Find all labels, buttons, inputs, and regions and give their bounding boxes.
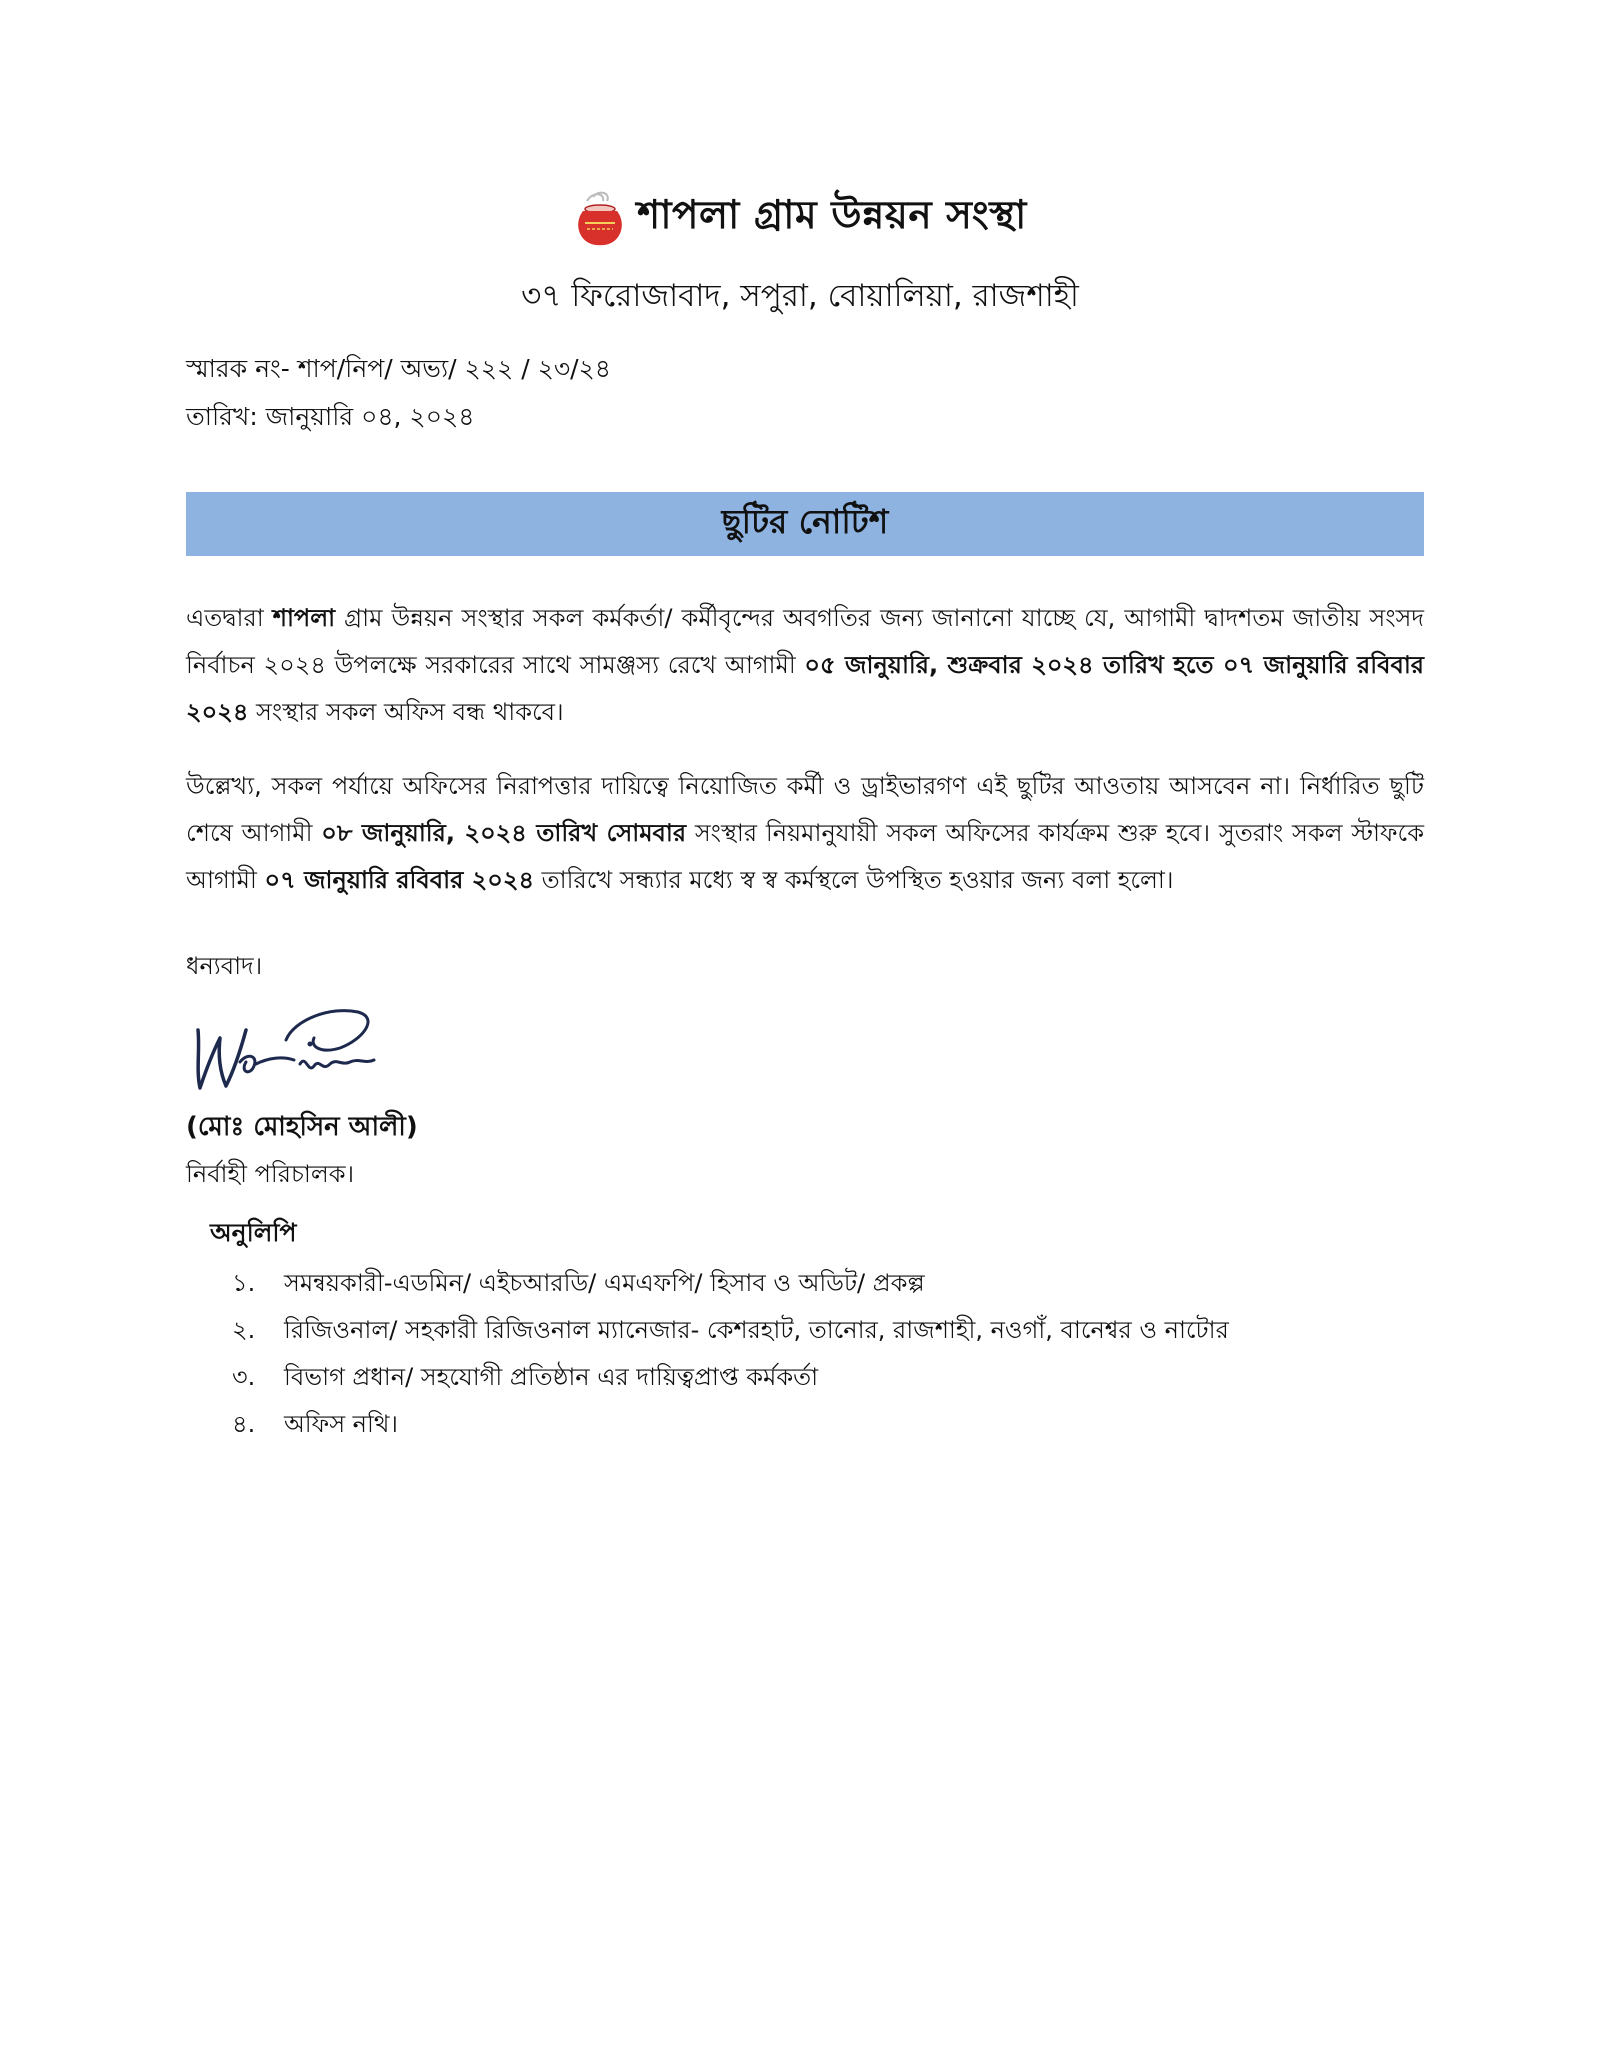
copy-item-text: রিজিওনাল/ সহকারী রিজিওনাল ম্যানেজার- কেশরহাট, তানোর, রাজশাহী, নওগাঁ, বানেশ্বর ও নাটোর <box>284 1316 1229 1344</box>
p1-segment: এতদ্বারা <box>186 604 273 632</box>
signer-title: নির্বাহী পরিচালক। <box>186 1160 355 1188</box>
handwritten-signature <box>190 1000 390 1095</box>
p1-segment-bold: ০৫ জানুয়ারি, শুক্রবার ২০২৪ তারিখ হতে ০৭ জানুয়ারি রবিবার ২০২৪ <box>186 651 1424 726</box>
p2-segment: তারিখে সন্ধ্যার মধ্যে স্ব স্ব কর্মস্থলে উপস্থিত হওয়ার জন্য বলা হলো। <box>534 866 1174 894</box>
p2-segment: সংস্থার নিয়মানুযায়ী সকল অফিসের কার্যক্রম শুরু হবে। সুতরাং সকল স্টাফকে আগামী <box>186 819 1424 894</box>
copy-item-number: ১. <box>232 1269 256 1297</box>
copy-list <box>232 1260 1229 1448</box>
copy-heading: অনুলিপি <box>210 1218 297 1247</box>
copy-item-text: বিভাগ প্রধান/ সহযোগী প্রতিষ্ঠান এর দায়িত্বপ্রাপ্ত কর্মকর্তা <box>284 1363 819 1391</box>
copy-item-number: ৪. <box>232 1410 256 1438</box>
p2-segment: উল্লেখ্য, সকল পর্যায়ে অফিসের নিরাপত্তার দায়িত্বে নিয়োজিত কর্মী ও ড্রাইভারগণ এই ছুটির আওতায় আসবেন না। নির্ধারিত ছুটি শেষে আগামী <box>186 772 1424 847</box>
copy-item-number: ৩. <box>232 1363 256 1391</box>
notice-title-bar <box>186 492 1424 556</box>
p2-segment-bold: ০৮ জানুয়ারি, ২০২৪ তারিখ সোমবার <box>321 819 687 847</box>
p1-segment: সংস্থার সকল অফিস বন্ধ থাকবে। <box>248 698 564 726</box>
letterhead <box>0 185 1600 324</box>
copy-item <box>232 1260 1229 1307</box>
memo-date: তারিখ: জানুয়ারি ০৪, ২০২৪ <box>186 402 475 431</box>
copy-item <box>232 1354 1229 1401</box>
body-paragraph-2 <box>186 763 1424 904</box>
memo-number: স্মারক নং- শাপ/নিপ/ অভ্য/ ২২২ / ২৩/২৪ <box>186 354 611 383</box>
org-name: শাপলা গ্রাম উন্নয়ন সংস্থা <box>637 193 1027 238</box>
clay-pot-logo-icon <box>573 187 627 249</box>
notice-title: ছুটির নোটিশ <box>721 502 889 541</box>
org-address: ৩৭ ফিরোজাবাদ, সপুরা, বোয়ালিয়া, রাজশাহী <box>521 278 1079 314</box>
body-paragraph-1 <box>186 595 1424 736</box>
copy-item-text: অফিস নথি। <box>284 1410 398 1438</box>
p1-segment-bold: শাপলা <box>272 604 336 632</box>
p1-segment: গ্রাম উন্নয়ন সংস্থার সকল কর্মকর্তা/ কর্মীবৃন্দের অবগতির জন্য জানানো যাচ্ছে যে, আগামী দ্বাদশতম জাতীয় সংসদ নির্বাচন ২০২৪ উপলক্ষে সরকারের সাথে সামঞ্জস্য রেখে আগামী <box>186 604 1424 679</box>
copy-item <box>232 1307 1229 1354</box>
p2-segment-bold: ০৭ জানুয়ারি রবিবার ২০২৪ <box>264 866 535 894</box>
copy-item-number: ২. <box>232 1316 256 1344</box>
copy-item-text: সমন্বয়কারী-এডমিন/ এইচআরডি/ এমএফপি/ হিসাব ও অডিট/ প্রকল্প <box>284 1269 925 1297</box>
copy-item <box>232 1401 1229 1448</box>
org-title-row <box>0 185 1600 250</box>
memo-block <box>186 345 611 441</box>
thanks-text: ধন্যবাদ। <box>186 952 263 980</box>
signer-name: (মোঃ মোহসিন আলী) <box>186 1112 418 1142</box>
